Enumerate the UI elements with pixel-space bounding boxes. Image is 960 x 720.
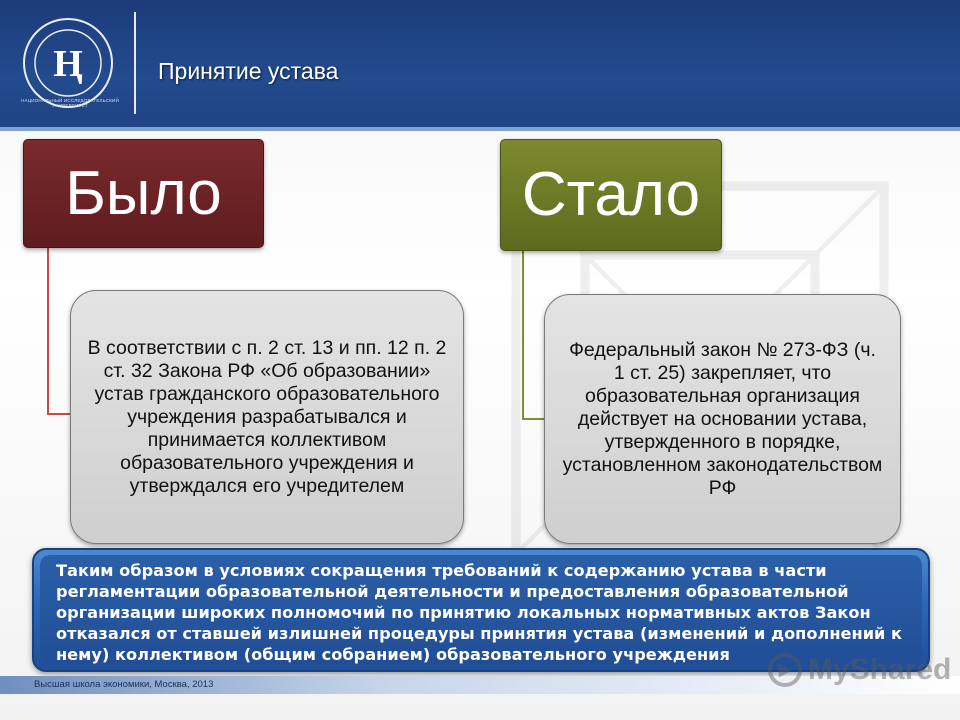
conclusion-body: в условиях сокращения требований к содержанию устава в части регламентации образовательной деятельности и предоставления образовательной организации широких полномочий по принятию локальных нормативных актов Закон отказался от ставшей излишней процедуры принятия устава (изменений и дополнений к нему) коллективом (общим собранием) образовательного учреждения [56,561,903,664]
now-label: Стало [521,160,701,229]
was-label: Было [65,158,222,228]
footer-text: Высшая школа экономики, Москва, 2013 [34,679,214,690]
now-text-box [544,294,901,544]
logo-caption: НАЦИОНАЛЬНЫЙ ИССЛЕДОВАТЕЛЬСКИЙ УНИВЕРСИТЕТ [21,98,119,108]
myshared-watermark [768,650,951,690]
header-stripe [0,127,960,131]
conclusion-lead: Таким образом [56,561,198,580]
myshared-logo-icon: ▶ [768,653,802,687]
page-title: Принятие устава [158,58,339,84]
now-label-box [500,139,722,251]
header-bar [0,0,960,130]
was-text-box [70,290,464,544]
was-text: В соответствии с п. 2 ст. 13 и пп. 12 п. 2 ст. 32 Закона РФ «Об образовании» устав гражданского образовательного учреждения разрабатывался и принимается коллективом образовательного учреждения и утверждался его учредителем [87,336,447,497]
now-text: Федеральный закон № 273-ФЗ (ч. 1 ст. 25) закрепляет, что образовательная организация действует на основании устава, утвержденного в порядке, установленном законодательством РФ [562,338,883,499]
was-label-box [23,139,264,248]
svg-text:Ⱨ: Ⱨ [53,43,83,85]
header-divider [134,12,136,114]
myshared-text: MyShared [808,653,952,686]
